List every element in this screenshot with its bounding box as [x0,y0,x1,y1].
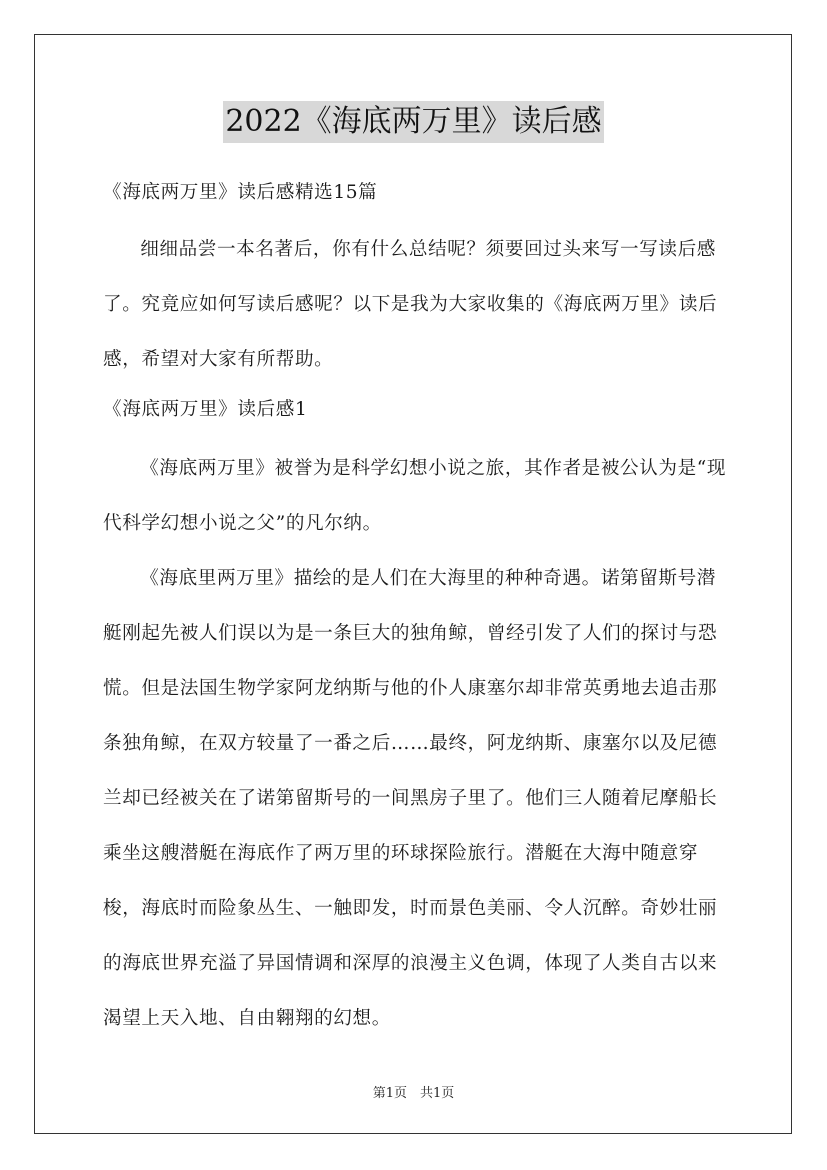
section-heading: 《海底两万里》读后感1 [103,399,308,420]
body-paragraph-2: 《海底里两万里》描绘的是人们在大海里的种种奇遇。诺第留斯号潜艇刚起先被人们误以为是一条巨大的独角鲸，曾经引发了人们的探讨与恐慌。但是法国生物学家阿龙纳斯与他的仆人康塞尔却非常英勇地去追击那条独角鲸，在双方较量了一番之后……最终，阿龙纳斯、康塞尔以及尼德兰却已经被关在了诺第留斯号的一间黑房子里了。他们三人随着尼摩船长乘坐这艘潜艇在海底作了两万里的环球探险旅行。潜艇在大海中随意穿梭，海底时而险象丛生、一触即发，时而景色美丽、令人沉醉。奇妙壮丽的海底世界充溢了异国情调和深厚的浪漫主义色调，体现了人类自古以来渴望上天入地、自由翱翔的幻想。 [103,568,718,1029]
title-container [0,101,827,143]
body-paragraph-1: 《海底两万里》被誉为是科学幻想小说之旅，其作者是被公认为是“现代科学幻想小说之父”的凡尔纳。 [103,458,727,534]
page-footer: 第1页 共1页 [372,1086,455,1101]
document-body [103,174,733,1046]
document-title: 2022《海底两万里》读后感 [223,101,603,143]
intro-paragraph: 细细品尝一本名著后，你有什么总结呢？须要回过头来写一写读后感了。究竟应如何写读后感呢？以下是我为大家收集的《海底两万里》读后感，希望对大家有所帮助。 [103,239,718,370]
document-subtitle: 《海底两万里》读后感精选15篇 [103,182,378,203]
